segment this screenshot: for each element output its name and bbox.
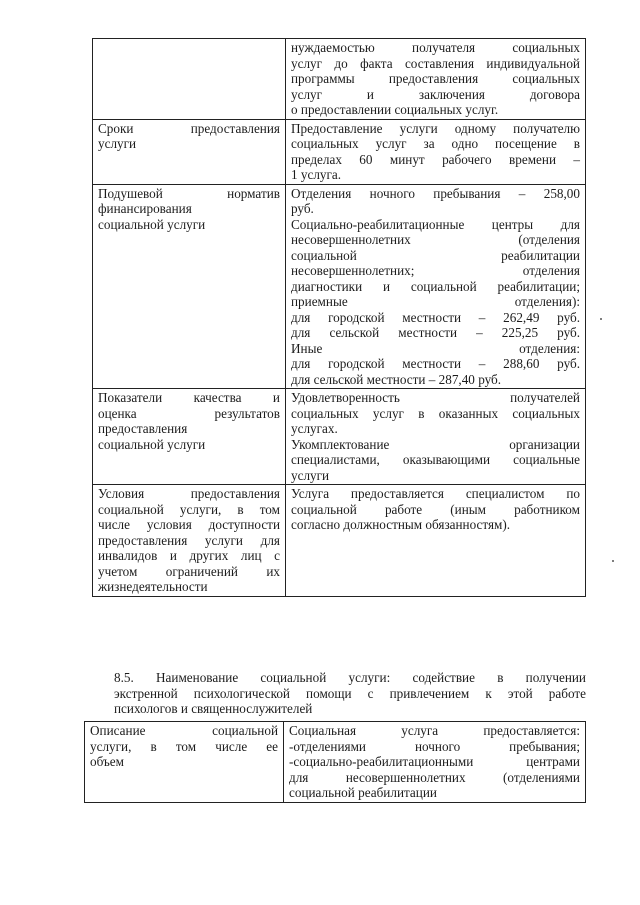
text-line: согласно должностным обязанностям). xyxy=(291,517,511,532)
table-row xyxy=(93,39,586,120)
parameter-name-cell xyxy=(93,39,286,120)
text-line: нуждаемостью получателя социальных xyxy=(291,40,580,55)
text-line: специалистами, оказывающими социальные xyxy=(291,452,580,467)
text-line: Описание социальной xyxy=(90,723,278,738)
parameter-name-cell xyxy=(93,389,286,485)
heading-line: психологов и священнослужителей xyxy=(114,701,313,716)
parameter-name-cell xyxy=(93,485,286,597)
text-line: числе условия доступности xyxy=(98,517,280,532)
text-line: социальной услуги xyxy=(98,216,206,232)
parameter-value-cell xyxy=(286,119,586,184)
text-line: для городской местности – 288,60 руб. xyxy=(291,356,580,371)
table-row xyxy=(85,722,586,803)
text-line: программы предоставления социальных xyxy=(291,71,580,86)
text-line: пределах 60 минут рабочего времени – xyxy=(291,151,580,167)
text-line: социальной реабилитации xyxy=(289,785,437,800)
text-line: оценка результатов xyxy=(98,405,280,421)
text-line: социальной услуги, в том xyxy=(98,501,280,517)
text-line: несовершеннолетних (отделения xyxy=(291,232,580,247)
heading-line: экстренной психологической помощи с привлечением к этой работе xyxy=(114,685,586,701)
text-line: Условия предоставления xyxy=(98,486,280,501)
parameter-name-cell xyxy=(85,722,284,803)
table-row xyxy=(93,485,586,597)
text-line: услуг и заключения договора xyxy=(291,86,580,102)
text-line: услуги xyxy=(98,136,137,151)
parameter-name-cell xyxy=(93,119,286,184)
text-line: услуги xyxy=(291,467,330,483)
parameter-value-cell xyxy=(286,485,586,597)
text-line: Отделения ночного пребывания – 258,00 xyxy=(291,185,580,201)
text-line: о предоставлении социальных услуг. xyxy=(291,102,499,117)
text-line: 1 услуга. xyxy=(291,167,342,182)
text-line: руб. xyxy=(291,201,314,216)
text-line: Показатели качества и xyxy=(98,390,280,405)
text-line: Укомплектование организации xyxy=(291,436,580,452)
text-line: Социально-реабилитационные центры для xyxy=(291,216,580,232)
text-line: для сельской местности – 287,40 руб. xyxy=(291,371,502,387)
text-line: для городской местности – 262,49 руб. xyxy=(291,309,580,325)
text-line: Услуга предоставляется специалистом по xyxy=(291,486,580,501)
service-description-table xyxy=(84,721,586,803)
text-line: для несовершеннолетних (отделениями xyxy=(289,769,580,785)
text-line: несовершеннолетних; отделения xyxy=(291,263,580,278)
text-line: предоставления услуги для xyxy=(98,532,280,548)
table-row xyxy=(93,389,586,485)
text-line: предоставления xyxy=(98,421,188,436)
text-line: инвалидов и других лиц с xyxy=(98,548,280,563)
text-line: услуг до факта составления индивидуальной xyxy=(291,55,580,71)
text-line: для сельской местности – 225,25 руб. xyxy=(291,325,580,340)
scan-speck xyxy=(612,560,614,562)
text-line: Иные отделения: xyxy=(291,340,580,356)
parameter-name-cell xyxy=(93,184,286,389)
text-line: -отделениями ночного пребывания; xyxy=(289,738,580,754)
text-line: услуги, в том числе ее xyxy=(90,738,278,754)
section-heading xyxy=(84,670,586,717)
text-line: социальных услуг в оказанных социальных xyxy=(291,405,580,421)
text-line: Предоставление услуги одному получателю xyxy=(291,120,580,136)
text-line: жизнедеятельности xyxy=(98,579,208,594)
heading-line: 8.5. Наименование социальной услуги: содействие в получении xyxy=(114,670,586,685)
service-parameters-table xyxy=(92,38,586,597)
text-line: социальных услуг за одно посещение в xyxy=(291,136,580,151)
text-line: Сроки предоставления xyxy=(98,120,280,136)
text-line: Социальная услуга предоставляется: xyxy=(289,723,580,738)
parameter-value-cell xyxy=(286,389,586,485)
text-line: социальной реабилитации xyxy=(291,247,580,263)
table-row xyxy=(93,119,586,184)
text-line: Удовлетворенность получателей xyxy=(291,390,580,405)
text-line: финансирования xyxy=(98,201,192,216)
text-line: объем xyxy=(90,754,124,769)
text-line: социальной работе (иным работником xyxy=(291,501,580,517)
text-line: приемные отделения): xyxy=(291,294,580,309)
text-line: -социально-реабилитационными центрами xyxy=(289,754,580,769)
parameter-value-cell xyxy=(284,722,586,803)
table-row xyxy=(93,184,586,389)
text-line: услугах. xyxy=(291,421,338,436)
text-line: диагностики и социальной реабилитации; xyxy=(291,278,580,294)
text-line: социальной услуги xyxy=(98,436,206,452)
text-line: учетом ограничений их xyxy=(98,563,280,579)
parameter-value-cell xyxy=(286,39,586,120)
parameter-value-cell xyxy=(286,184,586,389)
scan-speck xyxy=(600,318,602,320)
text-line: Подушевой норматив xyxy=(98,185,280,201)
